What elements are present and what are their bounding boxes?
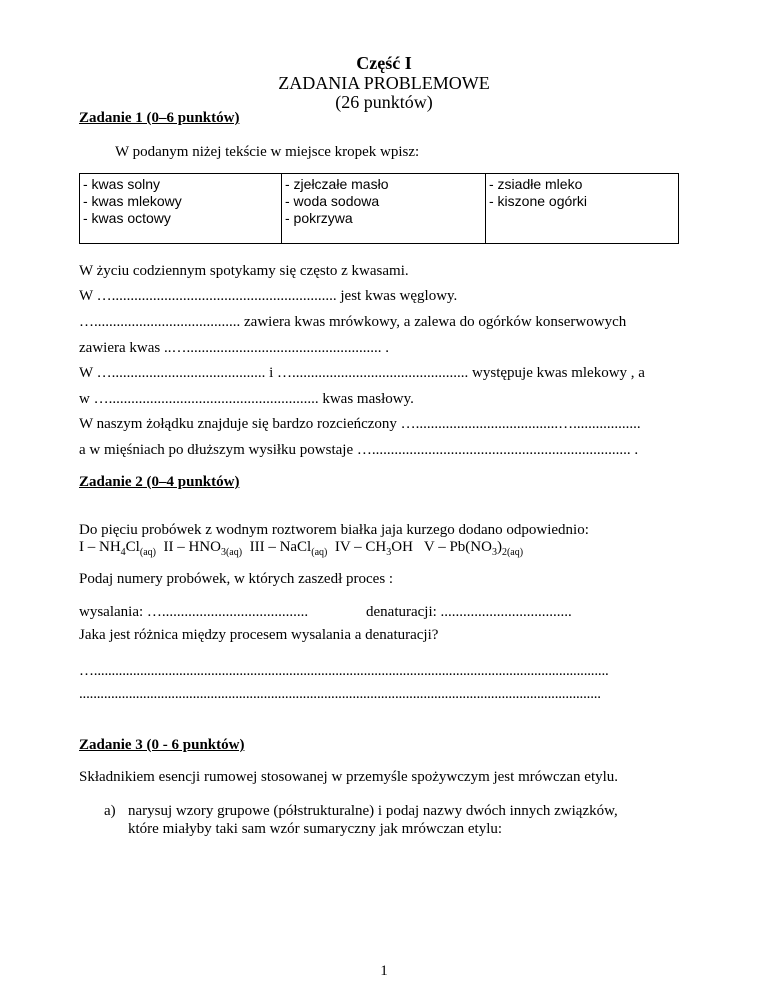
task2-answer-line: …................................................................................................................................................. [79, 663, 609, 679]
word-bank-col-2 [282, 174, 486, 244]
task3-item-marker: a) [104, 803, 116, 819]
formula-part: Cl [125, 539, 140, 555]
formula-part: IV – CH [327, 539, 387, 555]
task1-line: w …........................................................ kwas masłowy. [79, 391, 414, 407]
formula-part: I – NH [79, 539, 121, 555]
task3-item-a-text: które miałyby taki sam wzór sumaryczny jak mrówczan etylu: [128, 821, 503, 837]
task1-line: a w mięśniach po dłuższym wysiłku powstaje …..................................................................... . [79, 442, 639, 458]
task2-formula-line [79, 538, 523, 556]
denaturation-answer-line: denaturacji: ................................... [366, 604, 572, 620]
task1-line: zawiera kwas ..….................................................... . [79, 340, 389, 356]
salting-answer-line: wysalania: …....................................... [79, 604, 309, 620]
task1-line: W …......................................... i …............................................... występuje kwas mlekowy , a [79, 365, 645, 381]
word-bank-item: - kwas mlekowy [83, 193, 182, 209]
word-bank-item: - woda sodowa [285, 193, 380, 209]
formula-part: II – HNO [155, 539, 221, 555]
formula-subscript: 3 [386, 547, 392, 558]
word-bank-table [79, 173, 679, 244]
total-points: (26 punktów) [335, 92, 433, 112]
word-bank-item: - pokrzywa [285, 210, 353, 226]
task2-question1: Podaj numery probówek, w których zaszedł proces : [79, 571, 394, 587]
page-number: 1 [380, 963, 388, 979]
formula-subscript: 3 [491, 547, 497, 558]
formula-subscript: 4 [120, 547, 126, 558]
task1-heading: Zadanie 1 (0–6 punktów) [79, 110, 240, 126]
word-bank-item: - kwas octowy [83, 210, 171, 226]
formula-subscript: 3(aq) [220, 547, 243, 558]
part-title: Część I [356, 53, 412, 73]
task2-answer-line: ................................................................................................................................................... [79, 686, 601, 702]
formula-subscript: (aq) [311, 547, 328, 558]
word-bank-item: - kiszone ogórki [489, 193, 588, 209]
task3-intro: Składnikiem esencji rumowej stosowanej w przemyśle spożywczym jest mrówczan etylu. [79, 769, 619, 785]
task2-question2: Jaka jest różnica między procesem wysalania a denaturacji? [79, 627, 439, 643]
formula-subscript: (aq) [139, 547, 156, 558]
task1-line: W …............................................................ jest kwas węglowy. [79, 288, 458, 304]
page-title: ZADANIA PROBLEMOWE [278, 73, 490, 93]
task3-item-a-text: narysuj wzory grupowe (półstrukturalne) i podaj nazwy dwóch innych związków, [128, 803, 618, 819]
word-bank-item: - kwas solny [83, 176, 161, 192]
task2-heading: Zadanie 2 (0–4 punktów) [79, 474, 240, 490]
task3-heading: Zadanie 3 (0 - 6 punktów) [79, 737, 245, 753]
task1-line: …....................................... zawiera kwas mrówkowy, a zalewa do ogórków konserwowych [79, 314, 627, 330]
word-bank-col-1 [80, 174, 282, 244]
task1-line: W życiu codziennym spotykamy się często z kwasami. [79, 263, 409, 279]
word-bank-col-3 [486, 174, 679, 244]
formula-part: ) [496, 539, 502, 555]
task2-intro: Do pięciu probówek z wodnym roztworem białka jaja kurzego dodano odpowiednio: [79, 522, 589, 538]
task1-line: W naszym żołądku znajduje się bardzo rozcieńczony …......................................….................. [79, 416, 641, 432]
formula-part: III – NaCl [242, 539, 312, 555]
word-bank-item: - zsiadłe mleko [489, 176, 583, 192]
formula-part: OH V – Pb(NO [391, 539, 492, 555]
task1-instruction: W podanym niżej tekście w miejsce kropek wpisz: [115, 144, 420, 160]
word-bank-item: - zjełczałe masło [285, 176, 389, 192]
formula-subscript: 2(aq) [501, 547, 524, 558]
